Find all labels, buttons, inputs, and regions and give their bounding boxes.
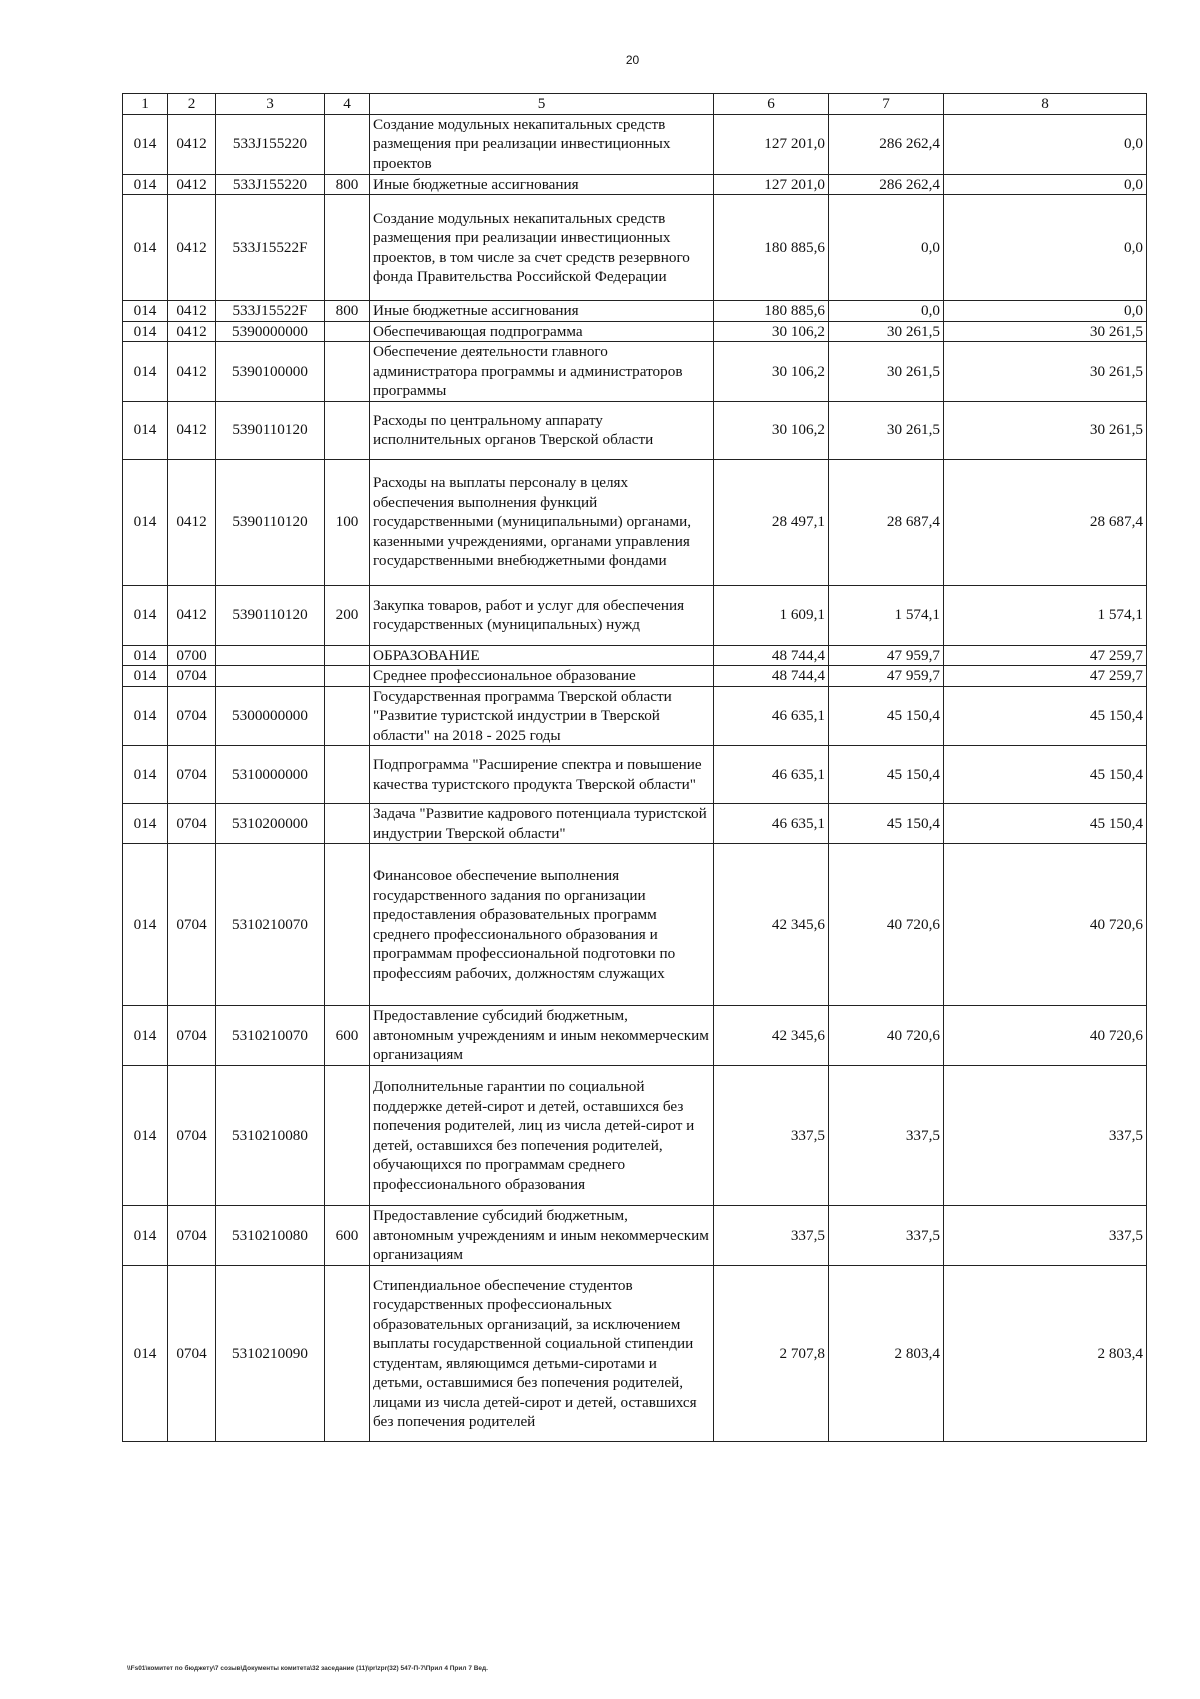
table-cell-col1: 014 (123, 174, 168, 195)
table-cell-col3 (216, 666, 325, 687)
footer-file-path: \\Fs01\комитет по бюджету\7 созыв\Документы комитета\32 заседание (11)\pr\zpr(32) 547-П-7\Прил 4 Прил 7 Вед. (127, 1665, 488, 1672)
table-cell-col3: 533J155220 (216, 114, 325, 174)
table-cell-col6: 180 885,6 (714, 301, 829, 322)
table-row (123, 401, 1147, 459)
table-cell-col2: 0704 (168, 666, 216, 687)
table-row (123, 114, 1147, 174)
table-row (123, 686, 1147, 746)
table-cell-col8: 337,5 (944, 1206, 1147, 1266)
table-cell-col6: 46 635,1 (714, 686, 829, 746)
table-row (123, 844, 1147, 1006)
table-cell-col7: 45 150,4 (829, 804, 944, 844)
table-cell-col4 (325, 1066, 370, 1206)
table-cell-col6: 337,5 (714, 1206, 829, 1266)
table-cell-col5: Финансовое обеспечение выполнения государственного задания по организации предоставления образовательных программ среднего профессионального образования и программам профессиональной подготовки по профессиям рабочих, должностям служащих (370, 844, 714, 1006)
table-cell-col2: 0412 (168, 321, 216, 342)
table-row (123, 1066, 1147, 1206)
table-cell-col7: 40 720,6 (829, 844, 944, 1006)
table-cell-col4 (325, 1266, 370, 1442)
table-cell-col7: 286 262,4 (829, 174, 944, 195)
table-cell-col5: Закупка товаров, работ и услуг для обеспечения государственных (муниципальных) нужд (370, 585, 714, 645)
page-number: 20 (625, 53, 640, 67)
table-cell-col4 (325, 686, 370, 746)
table-row (123, 585, 1147, 645)
table-cell-col1: 014 (123, 114, 168, 174)
table-cell-col3: 5310000000 (216, 746, 325, 804)
table-cell-col1: 014 (123, 746, 168, 804)
table-cell-col5: Обеспечивающая подпрограмма (370, 321, 714, 342)
table-cell-col2: 0412 (168, 342, 216, 402)
table-cell-col8: 0,0 (944, 114, 1147, 174)
table-cell-col6: 46 635,1 (714, 804, 829, 844)
table-cell-col3: 5390110120 (216, 459, 325, 585)
table-cell-col5: Среднее профессиональное образование (370, 666, 714, 687)
table-cell-col3: 533J15522F (216, 301, 325, 322)
table-cell-col7: 40 720,6 (829, 1006, 944, 1066)
table-cell-col7: 337,5 (829, 1206, 944, 1266)
table-cell-col7: 30 261,5 (829, 321, 944, 342)
table-cell-col4 (325, 401, 370, 459)
table-row (123, 1206, 1147, 1266)
table-cell-col4: 100 (325, 459, 370, 585)
table-cell-col2: 0700 (168, 645, 216, 666)
table-cell-col5: Создание модульных некапитальных средств размещения при реализации инвестиционных проектов, в том числе за счет средств резервного фонда Правительства Российской Федерации (370, 195, 714, 301)
table-cell-col2: 0412 (168, 195, 216, 301)
table-cell-col1: 014 (123, 342, 168, 402)
table-cell-col5: Предоставление субсидий бюджетным, автономным учреждениям и иным некоммерческим организациям (370, 1006, 714, 1066)
table-cell-col5: Обеспечение деятельности главного администратора программы и администраторов программы (370, 342, 714, 402)
table-cell-col4 (325, 844, 370, 1006)
table-cell-col8: 2 803,4 (944, 1266, 1147, 1442)
table-cell-col3: 533J155220 (216, 174, 325, 195)
table-cell-col2: 0704 (168, 1006, 216, 1066)
table-cell-col1: 014 (123, 804, 168, 844)
table-cell-col1: 014 (123, 195, 168, 301)
table-cell-col3: 5310200000 (216, 804, 325, 844)
table-cell-col4 (325, 114, 370, 174)
table-cell-col4 (325, 195, 370, 301)
table-cell-col5: Расходы по центральному аппарату исполнительных органов Тверской области (370, 401, 714, 459)
table-cell-col8: 0,0 (944, 301, 1147, 322)
table-row (123, 666, 1147, 687)
column-header: 1 (123, 94, 168, 115)
table-cell-col2: 0704 (168, 746, 216, 804)
table-cell-col6: 28 497,1 (714, 459, 829, 585)
header-row (123, 94, 1147, 115)
table-cell-col7: 1 574,1 (829, 585, 944, 645)
column-header: 8 (944, 94, 1147, 115)
table-cell-col7: 286 262,4 (829, 114, 944, 174)
table-cell-col8: 30 261,5 (944, 401, 1147, 459)
table-cell-col8: 45 150,4 (944, 804, 1147, 844)
column-header: 5 (370, 94, 714, 115)
table-cell-col5: Стипендиальное обеспечение студентов государственных профессиональных образовательных организаций, за исключением выплаты государственной социальной стипендии студентам, являющимся детьми-сиротами и детьми, оставшимися без попечения родителей, лицами из числа детей-сирот и детей, оставшихся без попечения родителей (370, 1266, 714, 1442)
table-cell-col1: 014 (123, 666, 168, 687)
column-header: 7 (829, 94, 944, 115)
table-cell-col2: 0412 (168, 401, 216, 459)
table-cell-col7: 45 150,4 (829, 686, 944, 746)
table-cell-col2: 0704 (168, 686, 216, 746)
table-cell-col4: 600 (325, 1206, 370, 1266)
table-cell-col6: 127 201,0 (714, 114, 829, 174)
table-cell-col1: 014 (123, 686, 168, 746)
table-cell-col6: 30 106,2 (714, 342, 829, 402)
table-row (123, 804, 1147, 844)
table-cell-col1: 014 (123, 645, 168, 666)
table-cell-col7: 30 261,5 (829, 401, 944, 459)
table-cell-col6: 48 744,4 (714, 645, 829, 666)
table-cell-col2: 0704 (168, 1266, 216, 1442)
table-cell-col6: 337,5 (714, 1066, 829, 1206)
table-cell-col8: 45 150,4 (944, 686, 1147, 746)
table-cell-col4: 800 (325, 174, 370, 195)
table-cell-col3: 5390100000 (216, 342, 325, 402)
column-header: 2 (168, 94, 216, 115)
table-cell-col1: 014 (123, 1066, 168, 1206)
table-cell-col3: 5390110120 (216, 401, 325, 459)
table-cell-col3: 533J15522F (216, 195, 325, 301)
table-cell-col4 (325, 321, 370, 342)
table-cell-col7: 47 959,7 (829, 645, 944, 666)
table-cell-col1: 014 (123, 459, 168, 585)
table-row (123, 195, 1147, 301)
budget-table (122, 93, 1147, 1442)
table-row (123, 1266, 1147, 1442)
table-cell-col6: 180 885,6 (714, 195, 829, 301)
table-cell-col3: 5310210080 (216, 1206, 325, 1266)
table-cell-col8: 1 574,1 (944, 585, 1147, 645)
table-cell-col4: 600 (325, 1006, 370, 1066)
table-cell-col8: 40 720,6 (944, 844, 1147, 1006)
table-cell-col4 (325, 746, 370, 804)
table-cell-col2: 0412 (168, 174, 216, 195)
table-cell-col6: 42 345,6 (714, 844, 829, 1006)
table-cell-col5: Задача "Развитие кадрового потенциала туристской индустрии Тверской области" (370, 804, 714, 844)
table-row (123, 746, 1147, 804)
table-row (123, 645, 1147, 666)
table-cell-col5: Создание модульных некапитальных средств размещения при реализации инвестиционных проектов (370, 114, 714, 174)
table-cell-col4 (325, 666, 370, 687)
table-cell-col5: Расходы на выплаты персоналу в целях обеспечения выполнения функций государственными (муниципальными) органами, казенными учреждениями, органами управления государственными внебюджетными фондами (370, 459, 714, 585)
table-cell-col5: Иные бюджетные ассигнования (370, 174, 714, 195)
table-cell-col4: 800 (325, 301, 370, 322)
column-header: 4 (325, 94, 370, 115)
table-cell-col4 (325, 645, 370, 666)
table-cell-col8: 30 261,5 (944, 321, 1147, 342)
table-cell-col6: 42 345,6 (714, 1006, 829, 1066)
table-cell-col1: 014 (123, 301, 168, 322)
table-cell-col6: 2 707,8 (714, 1266, 829, 1442)
table-cell-col5: Предоставление субсидий бюджетным, автономным учреждениям и иным некоммерческим организациям (370, 1206, 714, 1266)
table-cell-col2: 0412 (168, 301, 216, 322)
table-cell-col7: 0,0 (829, 301, 944, 322)
table-cell-col1: 014 (123, 1266, 168, 1442)
table-cell-col7: 47 959,7 (829, 666, 944, 687)
table-cell-col2: 0412 (168, 585, 216, 645)
table-cell-col2: 0704 (168, 1066, 216, 1206)
table-cell-col1: 014 (123, 585, 168, 645)
column-header: 6 (714, 94, 829, 115)
table-cell-col8: 30 261,5 (944, 342, 1147, 402)
table-cell-col6: 1 609,1 (714, 585, 829, 645)
table-row (123, 459, 1147, 585)
table-cell-col4: 200 (325, 585, 370, 645)
table-cell-col5: Иные бюджетные ассигнования (370, 301, 714, 322)
table-cell-col1: 014 (123, 321, 168, 342)
table-row (123, 321, 1147, 342)
table-cell-col6: 46 635,1 (714, 746, 829, 804)
table-cell-col2: 0704 (168, 804, 216, 844)
table-cell-col5: Подпрограмма "Расширение спектра и повышение качества туристского продукта Тверской области" (370, 746, 714, 804)
table-cell-col2: 0412 (168, 459, 216, 585)
table-cell-col1: 014 (123, 844, 168, 1006)
table-cell-col4 (325, 342, 370, 402)
column-header: 3 (216, 94, 325, 115)
table-cell-col7: 337,5 (829, 1066, 944, 1206)
table-cell-col6: 30 106,2 (714, 321, 829, 342)
table-cell-col3: 5310210070 (216, 844, 325, 1006)
table-cell-col5: Государственная программа Тверской области "Развитие туристской индустрии в Тверской области" на 2018 - 2025 годы (370, 686, 714, 746)
table-cell-col2: 0704 (168, 1206, 216, 1266)
table-cell-col8: 45 150,4 (944, 746, 1147, 804)
table-cell-col1: 014 (123, 1206, 168, 1266)
table-cell-col7: 28 687,4 (829, 459, 944, 585)
table-cell-col8: 40 720,6 (944, 1006, 1147, 1066)
table-row (123, 301, 1147, 322)
table-cell-col8: 0,0 (944, 174, 1147, 195)
table-cell-col7: 45 150,4 (829, 746, 944, 804)
table-cell-col3: 5310210090 (216, 1266, 325, 1442)
table-cell-col2: 0704 (168, 844, 216, 1006)
table-cell-col1: 014 (123, 401, 168, 459)
table-cell-col8: 337,5 (944, 1066, 1147, 1206)
table-cell-col6: 30 106,2 (714, 401, 829, 459)
table-cell-col3: 5390110120 (216, 585, 325, 645)
table-row (123, 174, 1147, 195)
table-cell-col4 (325, 804, 370, 844)
table-cell-col7: 0,0 (829, 195, 944, 301)
table-cell-col8: 0,0 (944, 195, 1147, 301)
table-cell-col3 (216, 645, 325, 666)
table-row (123, 1006, 1147, 1066)
table-cell-col8: 28 687,4 (944, 459, 1147, 585)
table-cell-col6: 48 744,4 (714, 666, 829, 687)
table-cell-col3: 5390000000 (216, 321, 325, 342)
table-cell-col5: ОБРАЗОВАНИЕ (370, 645, 714, 666)
table-cell-col5: Дополнительные гарантии по социальной поддержке детей-сирот и детей, оставшихся без попечения родителей, лиц из числа детей-сирот и детей, оставшихся без попечения родителей, обучающихся по программам среднего профессионального образования (370, 1066, 714, 1206)
table-cell-col8: 47 259,7 (944, 666, 1147, 687)
table-cell-col3: 5310210080 (216, 1066, 325, 1206)
table-cell-col2: 0412 (168, 114, 216, 174)
table-cell-col3: 5310210070 (216, 1006, 325, 1066)
table-cell-col6: 127 201,0 (714, 174, 829, 195)
table-cell-col7: 30 261,5 (829, 342, 944, 402)
table-cell-col7: 2 803,4 (829, 1266, 944, 1442)
table-cell-col1: 014 (123, 1006, 168, 1066)
table-cell-col3: 5300000000 (216, 686, 325, 746)
table-row (123, 342, 1147, 402)
table-cell-col8: 47 259,7 (944, 645, 1147, 666)
